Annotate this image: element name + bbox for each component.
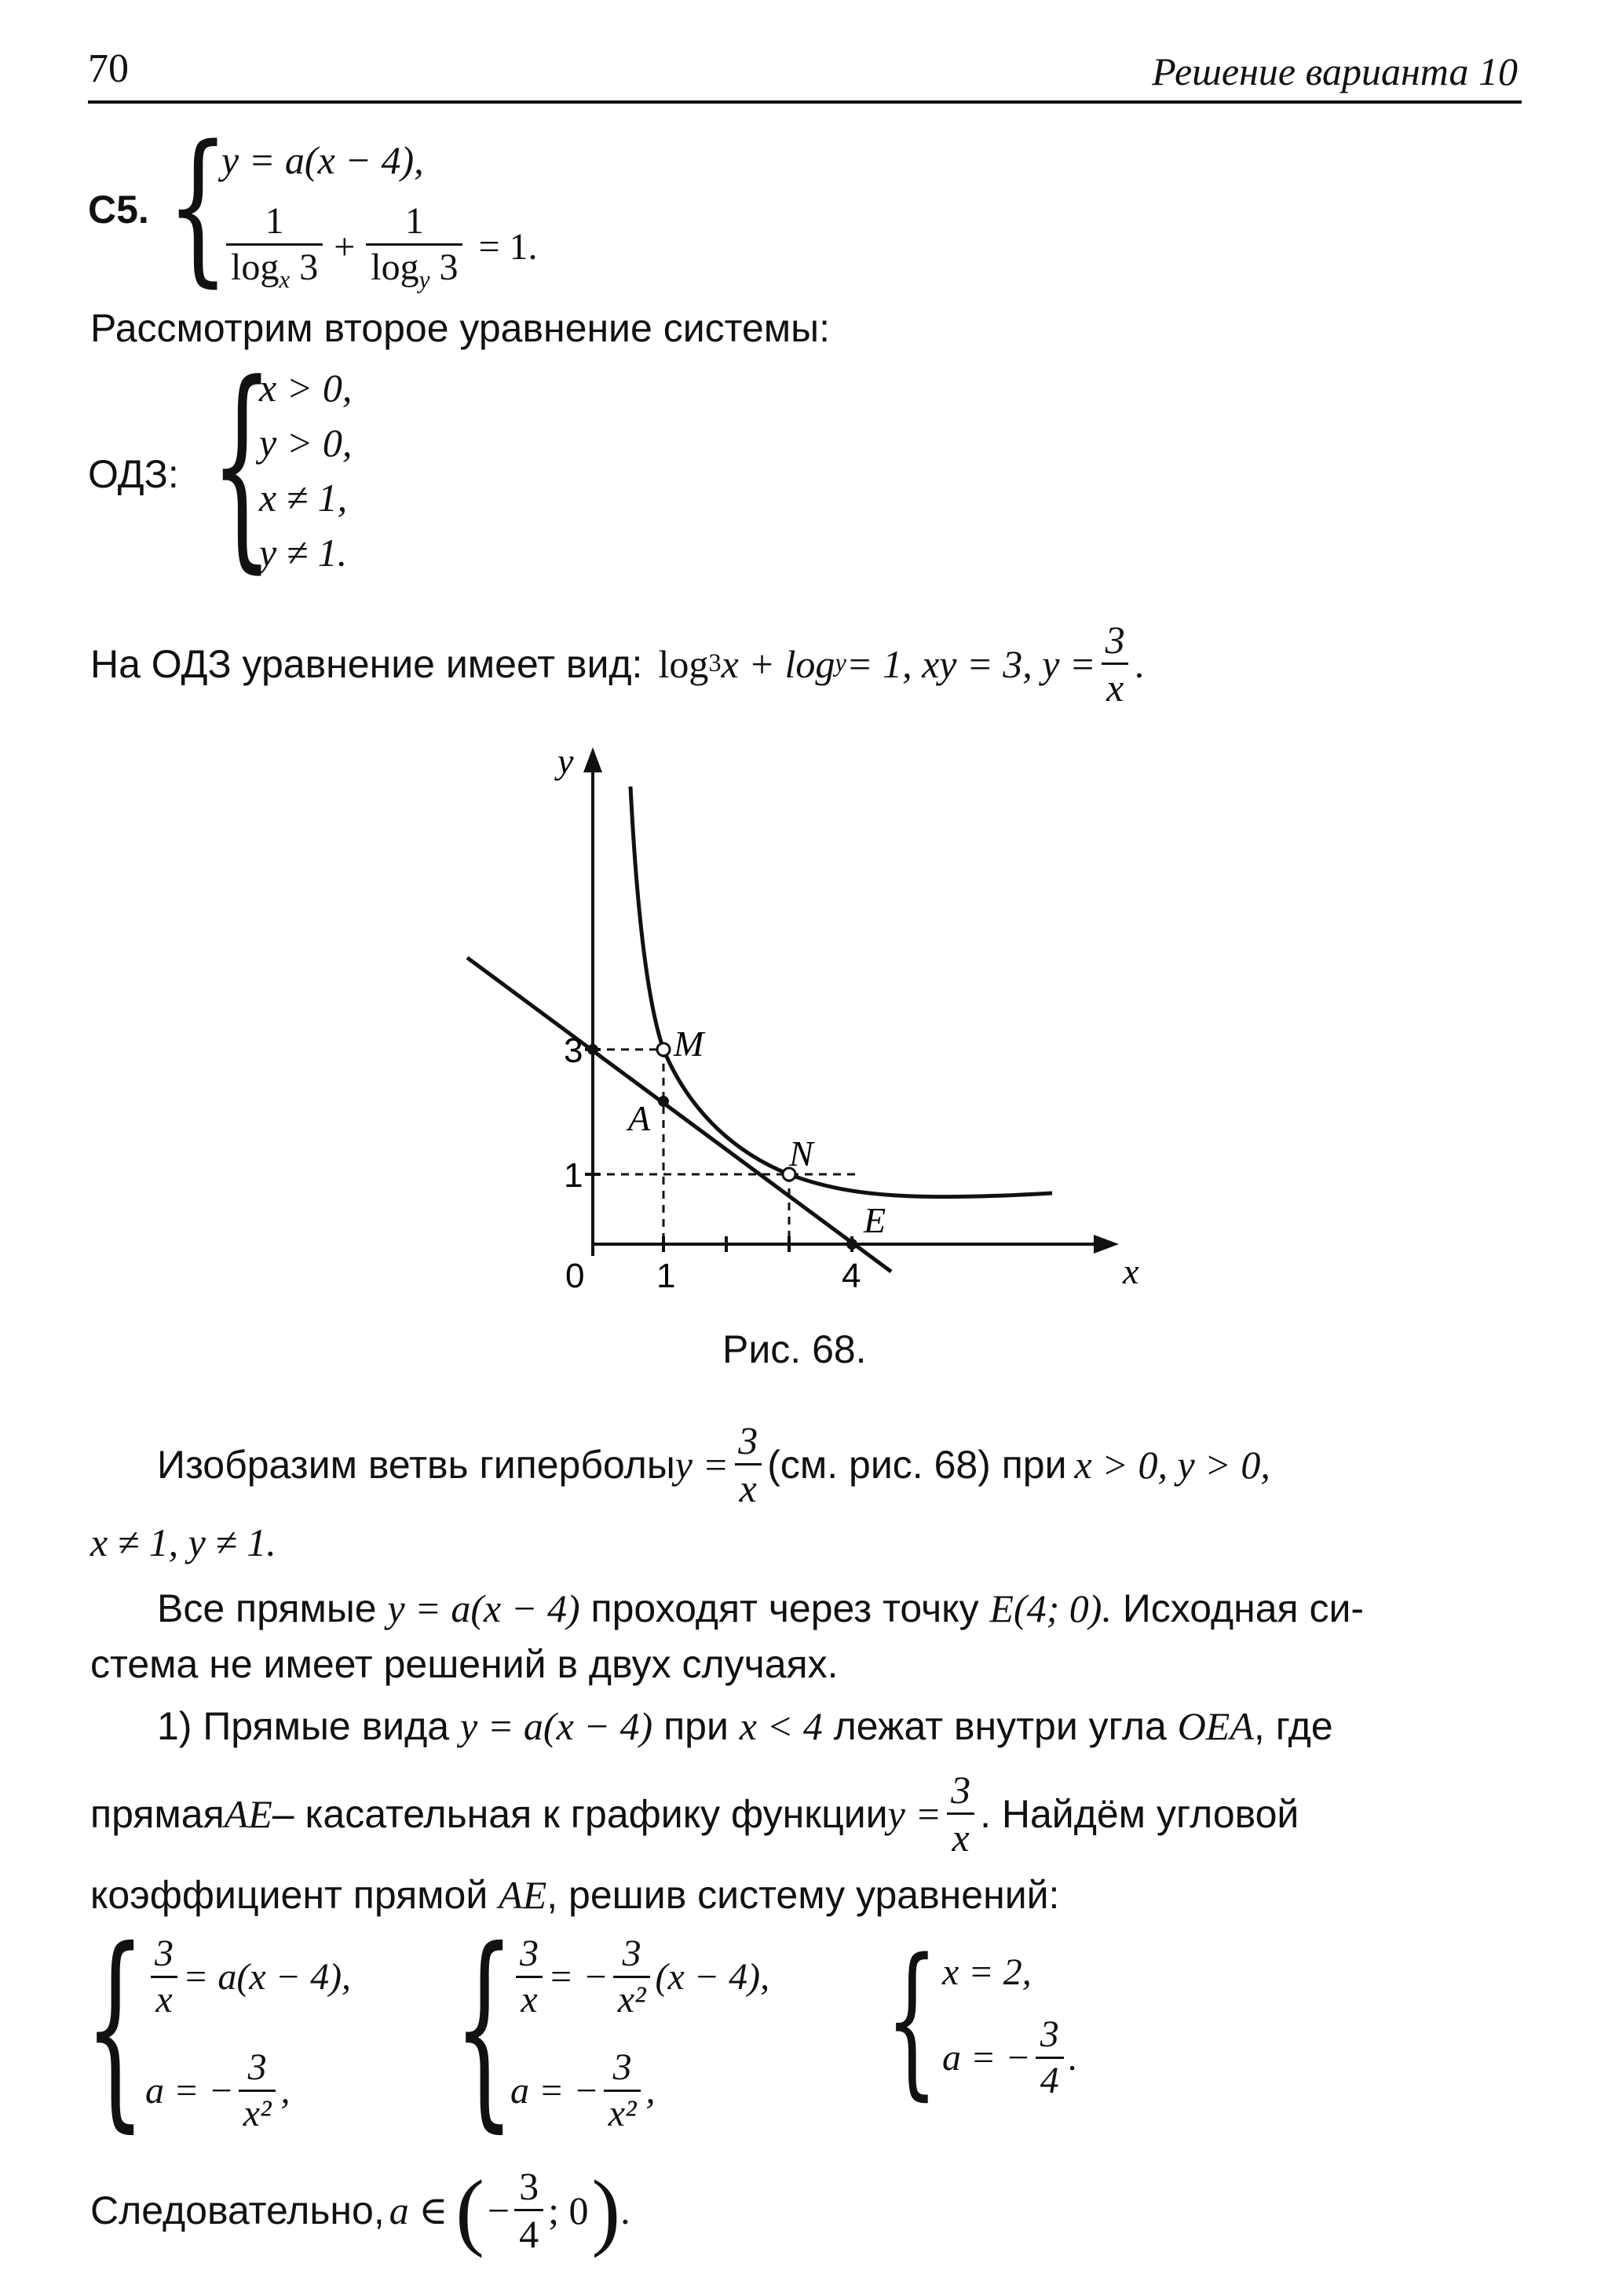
point-y3 xyxy=(587,1044,598,1055)
sys2-row2 xyxy=(510,2046,656,2134)
on-odz-line xyxy=(90,618,1145,710)
problem-label: C5. xyxy=(88,188,149,232)
sys2-r2-comma: , xyxy=(645,2070,656,2112)
p4-text-d: . Найдём угловой xyxy=(980,1791,1299,1836)
sys1-r2-comma: , xyxy=(280,2070,291,2112)
point-E xyxy=(846,1239,857,1250)
sys3-row1: x = 2, xyxy=(942,1951,1032,1993)
x-axis-arrow xyxy=(1094,1235,1119,1254)
label-y1: 1 xyxy=(564,1156,583,1195)
sys3-r2-dot: . xyxy=(1068,2037,1078,2079)
label-y: y xyxy=(557,741,574,781)
consider-text: Рассмотрим второе уравнение системы: xyxy=(90,306,830,350)
conclusion-text: Следовательно, xyxy=(90,2188,385,2232)
odz-cond-2: y > 0, xyxy=(259,421,353,465)
p1-frac-den: x xyxy=(735,1463,762,1508)
running-title: Решение варианта 10 xyxy=(1152,49,1518,93)
p3-cond: x < 4 xyxy=(739,1704,823,1748)
p4-text-a: прямая xyxy=(90,1791,225,1836)
conclusion-math: a ∈ xyxy=(389,2188,448,2232)
header-rule xyxy=(88,100,1522,104)
sys3-brace: { xyxy=(886,1923,938,2115)
on-odz-text: На ОДЗ уравнение имеет вид: xyxy=(90,641,643,686)
para-3-line-1 xyxy=(157,1703,1333,1749)
on-odz-log1: log xyxy=(658,641,709,686)
sys2-r1-num2: 3 xyxy=(622,1933,641,1974)
p2-point: E(4; 0). xyxy=(989,1586,1112,1630)
eq2-den2: log xyxy=(371,246,419,288)
p3-text-b: при xyxy=(652,1704,740,1748)
p3-text-f: , где xyxy=(1253,1704,1333,1748)
figure-caption: Рис. 68. xyxy=(722,1327,867,1371)
p2-text-c: проходят через точку xyxy=(579,1586,990,1630)
label-N: N xyxy=(789,1133,813,1174)
para-3-line-2 xyxy=(90,1768,1299,1860)
p4-ydef: y = xyxy=(887,1791,942,1836)
system-eq2: $\frac{1}{\log_x 3}$ + $\frac{1}{\log_y 3}$ = 1. xyxy=(221,203,538,292)
odz-cond-4: y ≠ 1. xyxy=(259,531,348,575)
sys2-r1-den: x xyxy=(516,1976,542,2019)
p4-text-c: – касательная к графику функции xyxy=(272,1791,888,1836)
on-odz-log2-base: y xyxy=(835,649,846,677)
p2-text-e: Исходная си- xyxy=(1111,1586,1365,1630)
sys1-row2 xyxy=(145,2046,291,2134)
para-3-line-3 xyxy=(90,1872,1059,1918)
label-y3: 3 xyxy=(564,1031,583,1070)
on-odz-frac-num: 3 xyxy=(1105,618,1125,662)
sys2-r1-eq: = − xyxy=(548,1956,608,1998)
sys3-r2-num: 3 xyxy=(1040,2013,1059,2055)
sys1-r2-num: 3 xyxy=(247,2046,267,2088)
eq2-num2: 1 xyxy=(404,200,424,242)
eq2-num1: 1 xyxy=(265,200,284,242)
p5-text-b: , решив систему уравнений: xyxy=(546,1873,1060,1917)
para-1-line-1 xyxy=(157,1418,1270,1510)
tangent-line-AE xyxy=(467,958,891,1272)
sys2-r2-a: a = − xyxy=(510,2070,599,2112)
page-number: 70 xyxy=(88,46,129,91)
label-A: A xyxy=(628,1098,651,1138)
odz-brace: { xyxy=(210,337,274,593)
sys1-brace: { xyxy=(85,1904,146,2151)
odz-cond-3: x ≠ 1, xyxy=(259,476,348,520)
hyperbola-branch xyxy=(630,787,1052,1197)
sys3-r2-a: a = − xyxy=(942,2037,1031,2079)
sys2-row1 xyxy=(510,1935,769,2019)
p1-text-b: (см. рис. 68) при xyxy=(767,1442,1067,1487)
on-odz-dot: . xyxy=(1134,641,1145,686)
on-odz-log2: x + log xyxy=(721,641,835,686)
sys1-r2-den: x² xyxy=(239,2090,276,2133)
on-odz-rest: = 1, xy = 3, y = xyxy=(846,641,1096,686)
p4-line: AE xyxy=(224,1791,272,1836)
p1-text-a: Изобразим ветвь гиперболы xyxy=(157,1442,675,1487)
sys1-r1-den: x xyxy=(151,1976,177,2019)
point-A xyxy=(658,1096,669,1107)
eq2-den2-sub: y xyxy=(418,265,430,294)
p1-ydef: y = xyxy=(674,1442,729,1487)
p4-frac-den: x xyxy=(947,1812,974,1857)
p1-cond: x > 0, y > 0, xyxy=(1074,1442,1270,1487)
p2-eq: y = a(x − 4) xyxy=(387,1586,580,1630)
p1-frac-num: 3 xyxy=(738,1418,758,1462)
figure-68 xyxy=(440,738,1193,1303)
sys3-r2-den: 4 xyxy=(1036,2057,1064,2100)
p3-angle: OEA xyxy=(1177,1704,1254,1748)
on-odz-log1-base: 3 xyxy=(708,649,722,677)
y-axis-arrow xyxy=(583,747,602,772)
p2-text-a: Все прямые xyxy=(157,1586,388,1630)
sys1-r2-a: a = − xyxy=(145,2070,234,2112)
p3-text-d: лежат внутри угла xyxy=(822,1704,1178,1748)
sys2-r1-den2: x² xyxy=(613,1976,651,2019)
para-2-line-2: стема не имеет решений в двух случаях. xyxy=(90,1642,839,1686)
system-brace: { xyxy=(166,110,230,302)
label-E: E xyxy=(864,1200,886,1240)
label-origin: 0 xyxy=(565,1257,585,1295)
label-x1: 1 xyxy=(656,1257,676,1295)
conclusion-num: 3 xyxy=(519,2164,539,2208)
on-odz-frac-den: x xyxy=(1102,663,1128,707)
sys3-row2 xyxy=(942,2013,1078,2101)
sys1-row1 xyxy=(145,1935,351,2019)
sys2-brace: { xyxy=(454,1904,515,2151)
eq2-den2-tail: 3 xyxy=(429,246,459,288)
eq2-den1-sub: x xyxy=(279,265,291,294)
conclusion-dot: . xyxy=(620,2188,630,2232)
conclusion-tail: ; 0 xyxy=(548,2188,589,2232)
point-M xyxy=(657,1043,670,1056)
sys2-r1-rest: (x − 4), xyxy=(655,1956,770,1998)
conclusion-den: 4 xyxy=(514,2209,543,2254)
eq2-den1: log xyxy=(231,246,280,288)
eq2-den1-tail: 3 xyxy=(290,246,319,288)
conclusion: Следовательно, a ∈ ( − $\frac{3}{4}$ ; 0 ) . xyxy=(90,2162,630,2258)
sys2-r2-num: 3 xyxy=(612,2046,632,2088)
label-x4: 4 xyxy=(842,1257,861,1295)
sys1-r1-rest: = a(x − 4), xyxy=(183,1956,352,1998)
odz-cond-1: x > 0, xyxy=(259,366,353,410)
sys2-r2-den: x² xyxy=(604,2090,641,2133)
sys1-r1-num: 3 xyxy=(155,1933,174,1974)
label-M: M xyxy=(674,1024,704,1064)
label-x: x xyxy=(1123,1251,1139,1291)
system-eq1: y = a(x − 4), xyxy=(221,138,424,182)
p5-text-a: коэффициент прямой xyxy=(90,1873,499,1917)
p3-text-a: 1) Прямые вида xyxy=(157,1704,460,1748)
sys2-r1-num: 3 xyxy=(520,1933,539,1974)
p5-line: AE xyxy=(499,1873,547,1917)
p3-eq: y = a(x − 4) xyxy=(460,1704,653,1748)
eq2-rhs: = 1. xyxy=(478,226,538,268)
p4-frac-num: 3 xyxy=(951,1768,971,1812)
para-1-line-2: x ≠ 1, y ≠ 1. xyxy=(90,1520,276,1564)
para-2-line-1 xyxy=(157,1586,1364,1631)
odz-label: ОДЗ: xyxy=(88,452,179,496)
